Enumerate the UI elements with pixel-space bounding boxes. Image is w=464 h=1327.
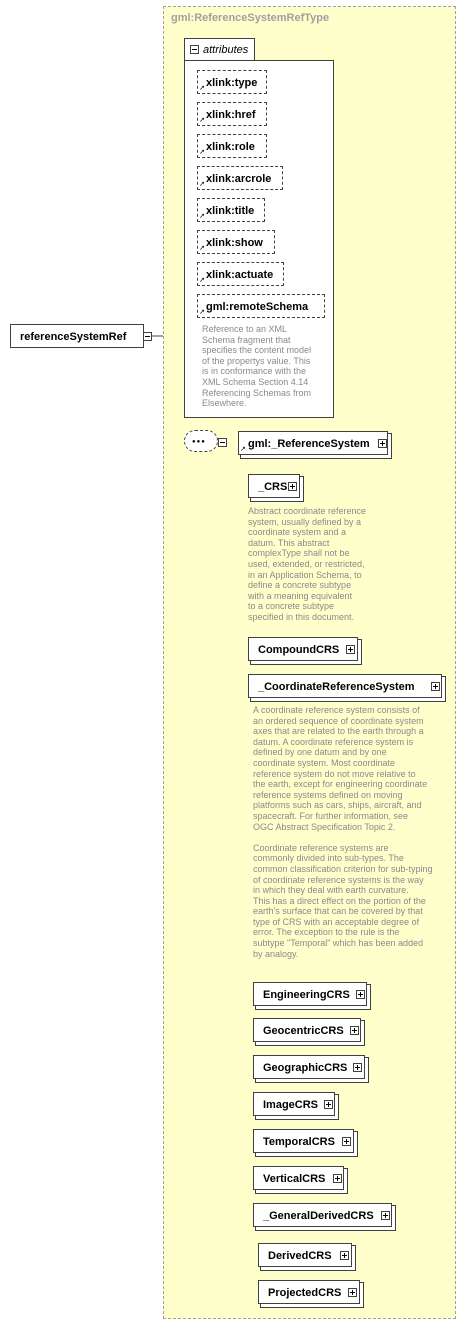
expand-icon[interactable] [340, 1251, 349, 1260]
attribute-xlink-title[interactable] [197, 198, 265, 222]
element-projected-crs[interactable] [258, 1280, 360, 1304]
note-line: by analogy. [253, 948, 299, 959]
attribute-label: xlink:title [206, 205, 255, 217]
ref-arrow-icon: ↗ [240, 446, 246, 453]
note-line: of coordinate reference systems is the way [253, 874, 424, 885]
element-derived-crs[interactable] [258, 1243, 352, 1267]
note-line: commonly divided into sub-types. The [253, 853, 404, 864]
collapse-icon[interactable] [143, 332, 152, 341]
expand-icon[interactable] [350, 1026, 359, 1035]
attribute-xlink-actuate[interactable] [197, 262, 284, 286]
root-element-label: referenceSystemRef [20, 331, 127, 343]
note-line: Schema fragment that [202, 334, 291, 345]
element-label: gml:_ReferenceSystem [248, 438, 370, 450]
element-geocentric-crs[interactable] [253, 1018, 361, 1042]
element-label: GeographicCRS [263, 1062, 348, 1074]
remote-schema-note [202, 324, 311, 409]
note-line: to a concrete subtype [248, 601, 335, 612]
ref-arrow-icon: ↗ [199, 309, 205, 316]
element-label: _GeneralDerivedCRS [263, 1210, 374, 1222]
note-line: Coordinate reference systems are [253, 842, 389, 853]
note-line: is in conformance with the [202, 366, 307, 377]
note-line: XML Schema Section 4.14 [202, 376, 309, 387]
expand-icon[interactable] [324, 1100, 333, 1109]
note-line: defined by one datum and by one [253, 747, 387, 758]
expand-icon[interactable] [288, 482, 297, 491]
attribute-label: gml:remoteSchema [206, 301, 309, 313]
attribute-xlink-show[interactable] [197, 230, 275, 254]
element-label: TemporalCRS [263, 1136, 335, 1148]
expand-icon[interactable] [348, 1288, 357, 1297]
note-line: Referencing Schemas from [202, 387, 312, 398]
ref-arrow-icon: ↗ [199, 117, 205, 124]
ref-arrow-icon: ↗ [199, 85, 205, 92]
element-general-derived-crs[interactable] [253, 1203, 392, 1227]
note-line: error. The exception to the rule is the [253, 927, 400, 938]
crs-note [248, 506, 366, 623]
note-line: coordinate system. Most coordinate [253, 757, 396, 768]
note-line: This has a direct effect on the portion of the [253, 895, 426, 906]
expand-icon[interactable] [333, 1174, 342, 1183]
note-line: axes that are related to the earth through a [253, 726, 424, 737]
note-line: reference system do not move relative to [253, 768, 416, 779]
expand-icon[interactable] [378, 439, 387, 448]
note-line: Elsewhere. [202, 398, 247, 409]
element-compound-crs[interactable] [248, 637, 358, 661]
element-label: ProjectedCRS [268, 1287, 342, 1299]
element-coordinate-reference-system[interactable] [248, 674, 442, 698]
element-crs[interactable] [248, 474, 300, 498]
note-line: an ordered sequence of coordinate system [253, 715, 424, 726]
element-geographic-crs[interactable] [253, 1055, 365, 1079]
expand-icon[interactable] [381, 1211, 390, 1220]
element-temporal-crs[interactable] [253, 1129, 354, 1153]
note-line: datum. This abstract [248, 537, 330, 548]
ref-arrow-icon: ↗ [199, 149, 205, 156]
attribute-xlink-arcrole[interactable] [197, 166, 283, 190]
element-vertical-crs[interactable] [253, 1166, 344, 1190]
attribute-xlink-role[interactable] [197, 134, 267, 158]
ref-arrow-icon: ↗ [199, 181, 205, 188]
element-label: _CRS [258, 481, 288, 493]
expand-icon[interactable] [356, 990, 365, 999]
element-label: VerticalCRS [263, 1173, 326, 1185]
attribute-label: xlink:show [206, 237, 263, 249]
attribute-label: xlink:href [206, 109, 256, 121]
note-line: OGC Abstract Specification Topic 2. [253, 821, 396, 832]
note-line: define a concrete subtype [248, 580, 352, 591]
note-line: common classification criterion for sub-typing [253, 863, 433, 874]
note-line: used, extended, or restricted, [248, 558, 365, 569]
expand-icon[interactable] [342, 1137, 351, 1146]
expand-icon[interactable] [346, 645, 355, 654]
note-line: reference systems defined on moving [253, 789, 403, 800]
element-image-crs[interactable] [253, 1092, 335, 1116]
note-line: platforms such as cars, ships, aircraft, and [253, 800, 422, 811]
type-title: gml:ReferenceSystemRefType [171, 12, 330, 24]
note-line: datum. A coordinate reference system is [253, 736, 414, 747]
attribute-label: xlink:arcrole [206, 173, 272, 185]
attribute-label: xlink:role [206, 141, 255, 153]
expand-icon[interactable] [431, 682, 440, 691]
collapse-icon[interactable] [190, 45, 199, 54]
note-line: with a meaning equivalent [248, 590, 353, 601]
coordinate-reference-system-note [253, 705, 433, 959]
note-line: earth's surface that can be covered by that [253, 906, 423, 917]
note-line: subtype "Temporal" which has been added [253, 938, 423, 949]
note-line: specifies the content model [202, 345, 312, 356]
note-line: specified in this document. [248, 611, 355, 622]
element-reference-system[interactable] [238, 431, 388, 455]
ref-arrow-icon: ↗ [199, 245, 205, 252]
attribute-xlink-type[interactable] [197, 70, 267, 94]
note-line: the earth, except for engineering coordinate [253, 779, 428, 790]
element-label: _CoordinateReferenceSystem [258, 681, 415, 693]
note-line: complexType shall not be [248, 548, 350, 559]
note-line: in which they deal with earth curvature. [253, 885, 409, 896]
sequence-icon: ●●● [192, 439, 206, 445]
ref-arrow-icon: ↗ [199, 277, 205, 284]
note-line: spacecraft. For further information, see [253, 810, 409, 821]
note-line [253, 832, 433, 843]
note-line: of the propertys value. This [202, 355, 311, 366]
element-label: EngineeringCRS [263, 989, 350, 1001]
note-line: Reference to an XML [202, 324, 288, 334]
element-label: DerivedCRS [268, 1250, 332, 1262]
note-line: coordinate system and a [248, 527, 347, 538]
root-element[interactable] [10, 324, 144, 348]
element-label: ImageCRS [263, 1099, 319, 1111]
note-line: in an Application Schema, to [248, 569, 362, 580]
element-engineering-crs[interactable] [253, 982, 367, 1006]
element-label: GeocentricCRS [263, 1025, 344, 1037]
collapse-icon[interactable] [218, 438, 227, 447]
sequence-compositor[interactable] [184, 430, 218, 452]
expand-icon[interactable] [353, 1063, 362, 1072]
element-label: CompoundCRS [258, 644, 340, 656]
note-line: Abstract coordinate reference [248, 506, 367, 516]
note-line: system, usually defined by a [248, 516, 362, 527]
attribute-gml-remoteschema[interactable] [197, 294, 325, 318]
attribute-label: xlink:actuate [206, 269, 274, 281]
attribute-xlink-href[interactable] [197, 102, 267, 126]
attributes-label: attributes [203, 44, 249, 56]
note-line: type of CRS with an acceptable degree of [253, 916, 420, 927]
note-line: A coordinate reference system consists of [253, 705, 420, 715]
attribute-label: xlink:type [206, 77, 258, 89]
ref-arrow-icon: ↗ [199, 213, 205, 220]
